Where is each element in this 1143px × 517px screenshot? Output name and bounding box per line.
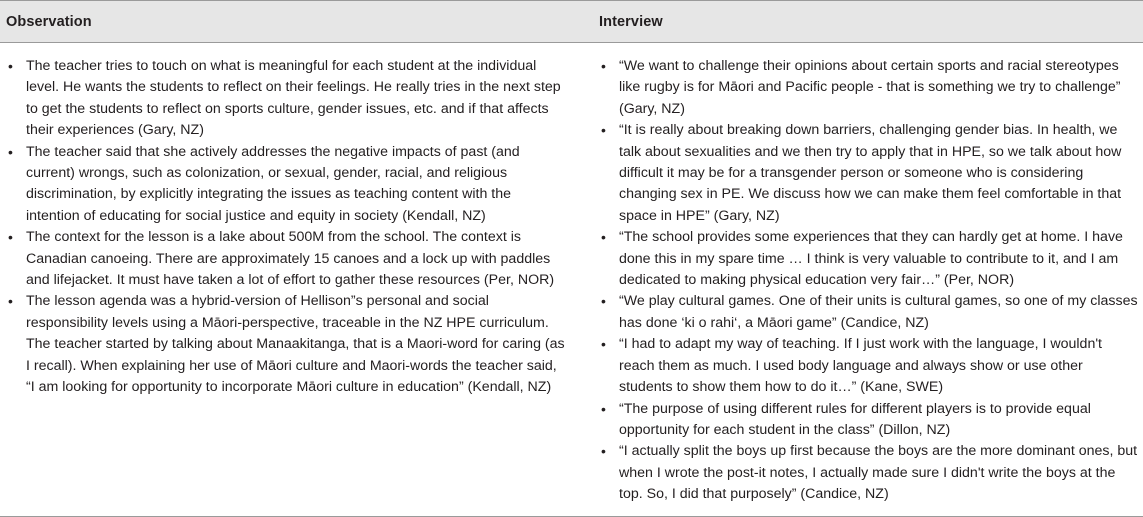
bullet-icon: • [601, 293, 606, 310]
interview-item-text: “I had to adapt my way of teaching. If I just work with the language, I wouldn't reach them as much. I used body language and always show or use other students to show them how to do it…” (Kane, SWE) [619, 336, 1102, 396]
interview-item-text: “The purpose of using different rules for different players is to provide equal opportunity for each student in the class” (Dillon, NZ) [619, 400, 1091, 438]
bullet-icon: • [601, 443, 606, 460]
observation-list [6, 56, 566, 399]
interview-item [599, 227, 1139, 291]
header-observation: Observation [6, 14, 92, 30]
bullet-icon: • [601, 336, 606, 353]
header-interview: Interview [599, 14, 663, 30]
bullet-icon: • [8, 58, 13, 74]
interview-item-text: “We want to challenge their opinions about certain sports and racial stereotypes like rugby is for Māori and Pacific people - that is something we try to challenge” (Gary, NZ) [619, 58, 1121, 117]
bullet-icon: • [601, 58, 606, 74]
bullet-icon: • [8, 143, 13, 160]
observation-item-text: The context for the lesson is a lake about 500M from the school. The context is Canadian canoeing. There are approximately 15 canoes and a lock up with paddles and lifejacket. It must have taken a lot of effort to gather these resources (Per, NOR) [26, 229, 555, 289]
observation-item-text: The teacher tries to touch on what is meaningful for each student at the individual level. He wants the students to reflect on their feelings. He really tries in the next step to get the students to reflect on sports culture, gender issues, etc. and if that affects their experiences (Gary, NZ) [26, 58, 561, 139]
bullet-icon: • [8, 229, 13, 246]
bullet-icon: • [601, 122, 606, 139]
observation-item [6, 227, 566, 291]
observation-item [6, 142, 566, 228]
interview-item-text: “The school provides some experiences that they can hardly get at home. I have done this in my spare time … I think is very valuable to contribute to it, and I am dedicated to making physical education very fair…” (Per, NOR) [619, 229, 1123, 289]
interview-item [599, 399, 1139, 442]
interview-item [599, 120, 1139, 227]
bullet-icon: • [601, 229, 606, 246]
table-header-row [0, 0, 1143, 43]
observation-item [6, 56, 566, 142]
observation-column [6, 56, 566, 399]
interview-item [599, 441, 1139, 505]
observation-item-text: The teacher said that she actively addresses the negative impacts of past (and current) wrongs, such as colonization, or sexual, gender, racial, and religious discrimination, by explicitly integrating the issues as teaching content with the intention of educating for social justice and equity in society (Kendall, NZ) [26, 143, 520, 224]
interview-column [599, 56, 1139, 506]
interview-item-text: “It is really about breaking down barriers, challenging gender bias. In health, we talk about sexualities and we then try to apply that in HPE, so we talk about how difficult it may be for a transgender person or someone who is considering changing sex in PE. We discuss how we can make them feel comfortable in that space in HPE” (Gary, NZ) [619, 122, 1122, 224]
interview-list [599, 56, 1139, 506]
bullet-icon: • [601, 400, 606, 417]
interview-item [599, 291, 1139, 334]
interview-item-text: “We play cultural games. One of their units is cultural games, so one of my classes has done ‘ki o rahi‘, a Māori game” (Candice, NZ) [619, 293, 1138, 331]
interview-item [599, 56, 1139, 120]
interview-item-text: “I actually split the boys up first because the boys are the more dominant ones, but when I wrote the post-it notes, I actually made sure I didn't write the boys at the top. So, I did that purposely” (Candice, NZ) [619, 443, 1138, 503]
table-body-row [0, 43, 1143, 517]
bullet-icon: • [8, 293, 13, 310]
observation-item [6, 291, 566, 398]
observation-item-text: The lesson agenda was a hybrid-version of Hellison”s personal and social responsibility levels using a Māori-perspective, traceable in the NZ HPE curriculum. The teacher started by talking about Manaakitanga, that is a Maori-word for caring (as I recall). When explaining her use of Māori culture and Maori-words the teacher said, “I am looking for opportunity to incorporate Māori culture in education” (Kendall, NZ) [26, 293, 565, 396]
interview-item [599, 334, 1139, 398]
